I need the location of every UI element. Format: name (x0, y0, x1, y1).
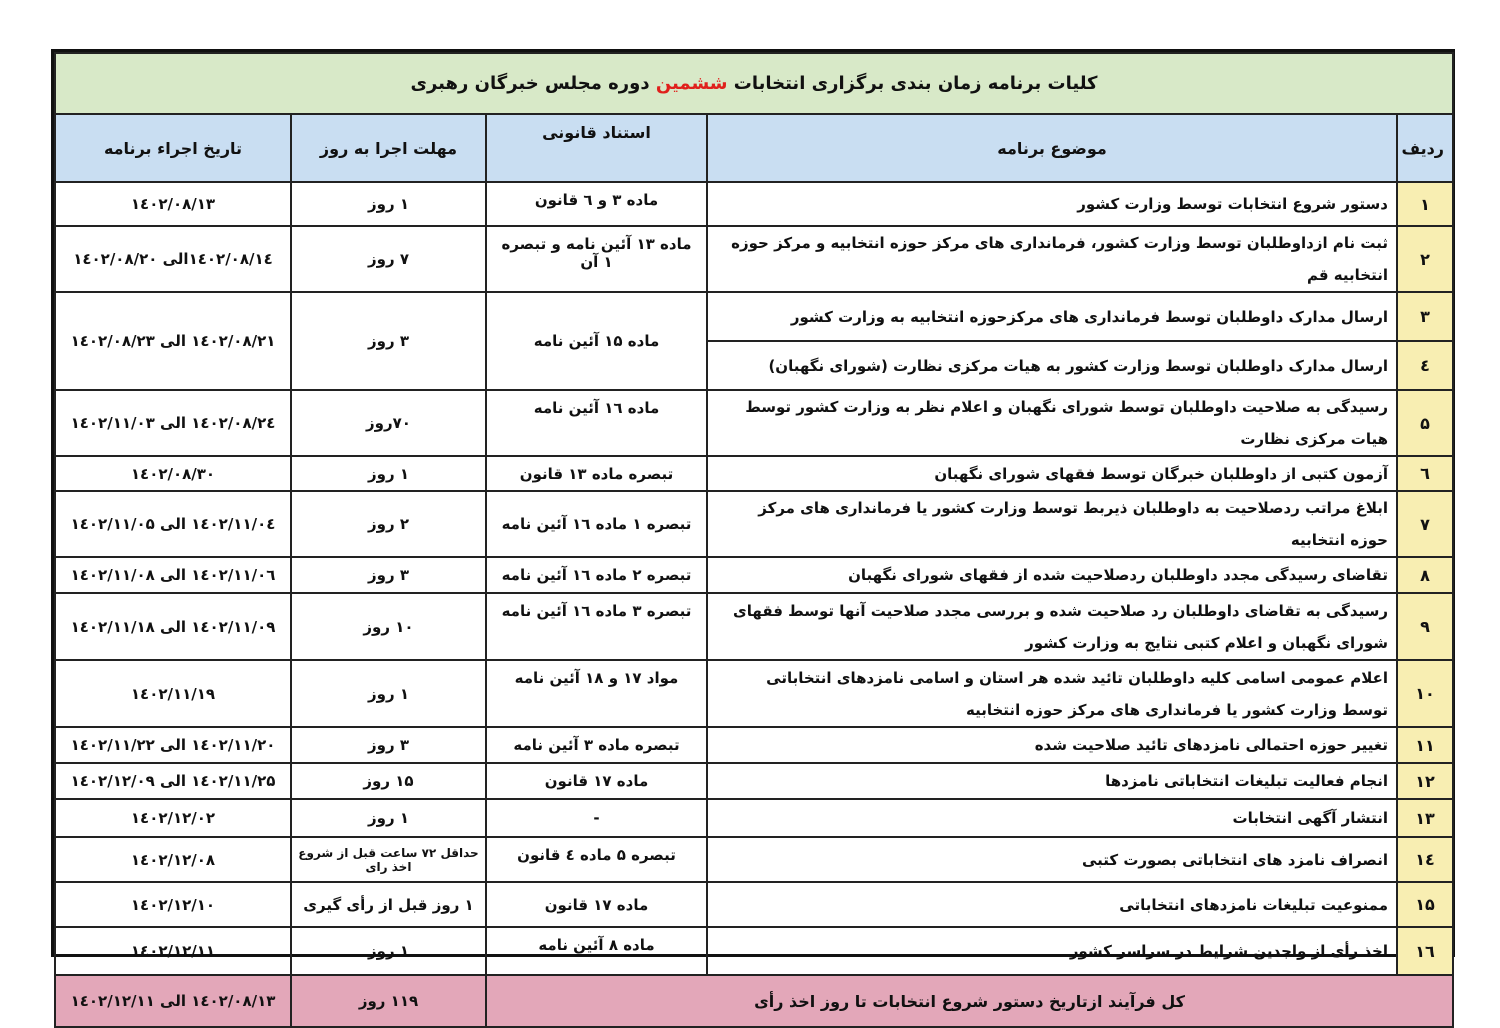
row-topic: تقاضای رسیدگی مجدد داوطلبان ردصلاحیت شده از فقهای شورای نگهبان (707, 557, 1397, 593)
table-row (55, 557, 1453, 593)
row-number: ۱۱ (1397, 727, 1453, 763)
row-number: ٤ (1397, 341, 1453, 390)
table-title (55, 53, 1453, 114)
row-date: ۱٤۰۲/۱۱/۱۹ (55, 660, 291, 727)
table-row (55, 390, 1453, 456)
header-row-number: ردیف (1397, 114, 1453, 182)
row-date: ۱٤۰۲/۱۲/۰۲ (55, 799, 291, 837)
row-topic: آزمون کتبی از داوطلبان خبرگان توسط فقهای شورای نگهبان (707, 456, 1397, 491)
summary-duration: ۱۱۹ روز (291, 975, 486, 1027)
title-part-2: دوره مجلس خبرگان رهبری (410, 73, 656, 94)
row-number: ۱۳ (1397, 799, 1453, 837)
row-duration: ۱ روز (291, 660, 486, 727)
row-number: ۱۰ (1397, 660, 1453, 727)
row-topic: اعلام عمومی اسامی کلیه داوطلبان تائید شده هر استان و اسامی نامزدهای انتخاباتی توسط وزارت کشور یا فرمانداری های مرکز حوزه انتخابیه (707, 660, 1397, 727)
row-legal-basis: تبصره ماده ۱۳ قانون (486, 456, 707, 491)
row-number: ۷ (1397, 491, 1453, 557)
row-legal-basis: ماده ۸ آئین نامه (486, 927, 707, 975)
row-legal-basis: - (486, 799, 707, 837)
table-row (55, 182, 1453, 226)
table-row (55, 593, 1453, 660)
row-date: ۱٤۰۲/۱۲/۱۰ (55, 882, 291, 927)
row-duration: ۱ روز (291, 182, 486, 226)
row-duration: ۷ روز (291, 226, 486, 292)
header-row (55, 114, 1453, 182)
row-legal-basis: ماده ۳ و ٦ قانون (486, 182, 707, 226)
title-part-1: کلیات برنامه زمان بندی برگزاری انتخابات (727, 73, 1098, 94)
row-legal-basis: تبصره ۳ ماده ۱٦ آئین نامه (486, 593, 707, 660)
row-number: ۸ (1397, 557, 1453, 593)
table-row (55, 837, 1453, 882)
row-date: ۱٤۰۲/۱۲/۱۱ (55, 927, 291, 975)
row-duration: حداقل ۷۲ ساعت قبل از شروع اخذ رای (291, 837, 486, 882)
row-number: ٦ (1397, 456, 1453, 491)
title-highlight: ششمین (655, 73, 728, 94)
row-legal-basis: تبصره ۲ ماده ۱٦ آئین نامه (486, 557, 707, 593)
row-topic: دستور شروع انتخابات توسط وزارت کشور (707, 182, 1397, 226)
row-date: ۱٤۰۲/۰۸/۱۳ (55, 182, 291, 226)
row-legal-basis: تبصره ۱ ماده ۱٦ آئین نامه (486, 491, 707, 557)
row-legal-basis: ماده ۱۷ قانون (486, 763, 707, 799)
table-row (55, 491, 1453, 557)
schedule-sheet (51, 49, 1455, 1011)
row-legal-basis: ماده ۱۷ قانون (486, 882, 707, 927)
row-date: ۱٤۰۲/۰۸/۲٤ الی ۱٤۰۲/۱۱/۰۳ (55, 390, 291, 456)
row-number: ۱۵ (1397, 882, 1453, 927)
row-duration: ۱ روز (291, 927, 486, 975)
row-number: ۱ (1397, 182, 1453, 226)
header-duration: مهلت اجرا به روز (291, 114, 486, 182)
table-row (55, 763, 1453, 799)
row-topic: انجام فعالیت تبلیغات انتخاباتی نامزدها (707, 763, 1397, 799)
row-date: ۱٤۰۲/۱۱/۲۵ الی ۱٤۰۲/۱۲/۰۹ (55, 763, 291, 799)
row-date: ۱٤۰۲/۰۸/۱٤الی ۱٤۰۲/۰۸/۲۰ (55, 226, 291, 292)
row-topic: انصراف نامزد های انتخاباتی بصورت کتبی (707, 837, 1397, 882)
row-topic: انتشار آگهی انتخابات (707, 799, 1397, 837)
row-legal-basis: ماده ۱۵ آئین نامه (486, 292, 707, 390)
header-legal-basis: استناد قانونی (486, 114, 707, 182)
row-duration: ۱۰ روز (291, 593, 486, 660)
row-topic: رسیدگی به صلاحیت داوطلبان توسط شورای نگهبان و اعلام نظر به وزارت کشور توسط هیات مرکزی نظارت (707, 390, 1397, 456)
row-date: ۱٤۰۲/۱۲/۰۸ (55, 837, 291, 882)
table-row (55, 660, 1453, 727)
row-number: ۲ (1397, 226, 1453, 292)
row-duration: ۳ روز (291, 557, 486, 593)
row-duration: ۲ روز (291, 491, 486, 557)
table-row (55, 456, 1453, 491)
header-topic: موضوع برنامه (707, 114, 1397, 182)
table-row (55, 799, 1453, 837)
row-date: ۱٤۰۲/۱۱/۰٤ الی ۱٤۰۲/۱۱/۰۵ (55, 491, 291, 557)
row-legal-basis: تبصره ۵ ماده ٤ قانون (486, 837, 707, 882)
row-date: ۱٤۰۲/۰۸/۲۱ الی ۱٤۰۲/۰۸/۲۳ (55, 292, 291, 390)
row-duration: ۳ روز (291, 292, 486, 390)
header-date: تاریخ اجراء برنامه (55, 114, 291, 182)
summary-row (55, 975, 1453, 1027)
row-number: ۳ (1397, 292, 1453, 341)
table-row (55, 226, 1453, 292)
summary-date: ۱٤۰۲/۰۸/۱۳ الی ۱٤۰۲/۱۲/۱۱ (55, 975, 291, 1027)
row-topic: رسیدگی به تقاضای داوطلبان رد صلاحیت شده و بررسی مجدد صلاحیت آنها توسط فقهای شورای نگهبان و اعلام کتبی نتایج به وزارت کشور (707, 593, 1397, 660)
table-row (55, 927, 1453, 975)
row-topic: تغییر حوزه احتمالی نامزدهای تائید صلاحیت شده (707, 727, 1397, 763)
row-topic: اخذ رأی از واجدین شرایط در سراسر کشور (707, 927, 1397, 975)
row-legal-basis: ماده ۱٦ آئین نامه (486, 390, 707, 456)
row-date: ۱٤۰۲/۱۱/۲۰ الی ۱٤۰۲/۱۱/۲۲ (55, 727, 291, 763)
row-duration: ۳ روز (291, 727, 486, 763)
row-number: ۱٤ (1397, 837, 1453, 882)
row-date: ۱٤۰۲/۰۸/۳۰ (55, 456, 291, 491)
row-duration: ۱ روز قبل از رأی گیری (291, 882, 486, 927)
row-topic: ثبت نام ازداوطلبان توسط وزارت کشور، فرمانداری های مرکز حوزه انتخابیه و مرکز حوزه انتخابیه قم (707, 226, 1397, 292)
row-duration: ۷۰روز (291, 390, 486, 456)
row-duration: ۱ روز (291, 456, 486, 491)
table-row (55, 882, 1453, 927)
row-number: ۱٦ (1397, 927, 1453, 975)
row-duration: ۱ روز (291, 799, 486, 837)
title-row (55, 53, 1453, 114)
schedule-table (54, 52, 1454, 1028)
row-legal-basis: مواد ۱۷ و ۱۸ آئین نامه (486, 660, 707, 727)
table-row (55, 292, 1453, 341)
row-date: ۱٤۰۲/۱۱/۰۹ الی ۱٤۰۲/۱۱/۱۸ (55, 593, 291, 660)
row-number: ۵ (1397, 390, 1453, 456)
row-topic: ارسال مدارک داوطلبان توسط فرمانداری های مرکزحوزه انتخابیه به وزارت کشور (707, 292, 1397, 341)
table-row (55, 727, 1453, 763)
row-topic: ممنوعیت تبلیغات نامزدهای انتخاباتی (707, 882, 1397, 927)
row-date: ۱٤۰۲/۱۱/۰٦ الی ۱٤۰۲/۱۱/۰۸ (55, 557, 291, 593)
summary-label: کل فرآیند ازتاریخ دستور شروع انتخابات تا روز اخذ رأی (486, 975, 1453, 1027)
row-topic: ابلاغ مراتب ردصلاحیت به داوطلبان ذیربط توسط وزارت کشور یا فرمانداری های مرکز حوزه انتخابیه (707, 491, 1397, 557)
row-topic: ارسال مدارک داوطلبان توسط وزارت کشور به هیات مرکزی نظارت (شورای نگهبان) (707, 341, 1397, 390)
row-legal-basis: ماده ۱۳ آئین نامه و تبصره ۱ آن (486, 226, 707, 292)
row-number: ۱۲ (1397, 763, 1453, 799)
row-duration: ۱۵ روز (291, 763, 486, 799)
row-number: ۹ (1397, 593, 1453, 660)
row-legal-basis: تبصره ماده ۳ آئین نامه (486, 727, 707, 763)
